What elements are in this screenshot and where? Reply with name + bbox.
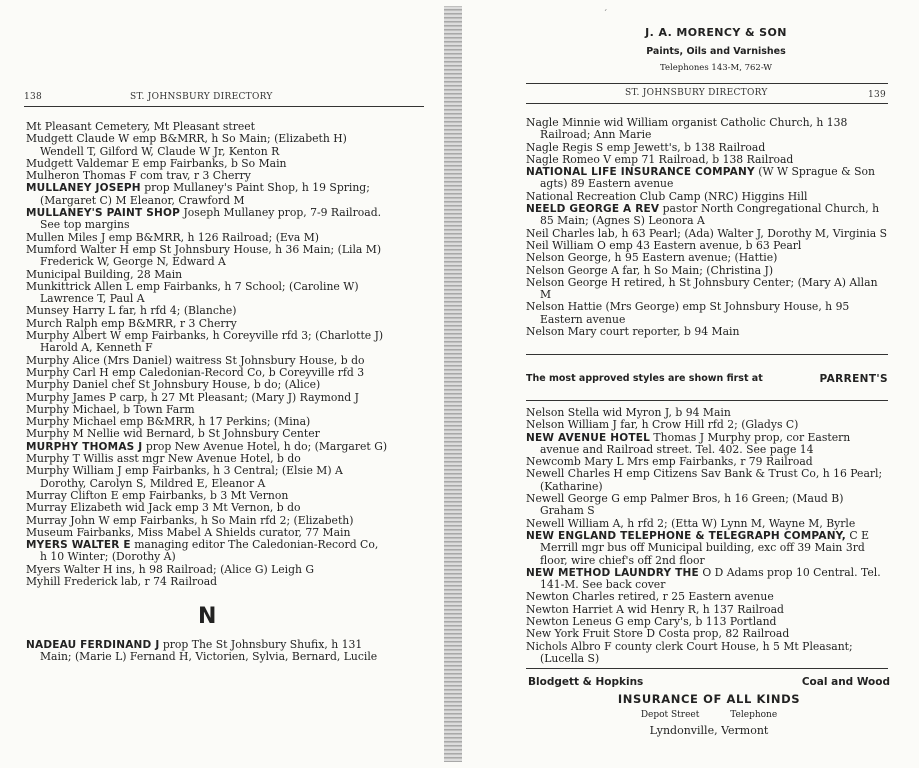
entry-list <box>526 117 888 338</box>
entry-bold-name: MULLANEY'S PAINT SHOP <box>26 207 181 220</box>
entry-text: Museum Fairbanks, Miss Mabel A Shields curator, 77 Main <box>26 525 351 539</box>
directory-entry <box>526 468 888 493</box>
entry-text: New York Fruit Store D Costa prop, 82 Railroad <box>526 627 790 641</box>
directory-entry <box>526 203 888 228</box>
entry-bold-name: NEW ENGLAND TELEPHONE & TELEGRAPH COMPANY, <box>526 529 846 542</box>
entry-list <box>26 639 388 664</box>
entry-text: Mt Pleasant Cemetery, Mt Pleasant street <box>26 120 256 133</box>
entry-text: Nelson George H retired, h St Johnsbury Center; (Mary A) Allan M <box>526 275 878 302</box>
entry-text: Nelson Stella wid Myron J, b 94 Main <box>526 406 731 419</box>
running-head: ST. JOHNSBURY DIRECTORY <box>625 88 768 98</box>
entry-text: (W W Sprague & Son agts) 89 Eastern avenue <box>540 165 875 191</box>
entry-text: Nagle Regis S emp Jewett's, b 138 Railroad <box>526 140 766 154</box>
banner-bottom-rule <box>526 400 888 401</box>
directory-entry <box>526 166 888 191</box>
page-number: 138 <box>24 92 43 102</box>
entry-text: Murphy Michael emp B&MRR, h 17 Perkins; (Mina) <box>26 415 311 429</box>
entry-text: Neil William O emp 43 Eastern avenue, b 63 Pearl <box>526 238 802 252</box>
ad-telephones: Telephones 143-M, 762-W <box>660 63 772 73</box>
entry-bold-name: NEW METHOD LAUNDRY THE <box>526 566 699 579</box>
entry-text: Newell Charles H emp Citizens Sav Bank & Trust Co, h 16 Pearl; (Katharine) <box>526 467 883 493</box>
entry-text: Murray John W emp Fairbanks, h So Main rfd 2; (Elizabeth) <box>26 513 354 527</box>
directory-entry <box>526 567 888 592</box>
entry-text: Murphy Alice (Mrs Daniel) waitress St Johnsbury House, b do <box>26 353 365 367</box>
entry-text: prop New Avenue Hotel, h do; (Margaret G) <box>142 439 388 453</box>
entry-text: Nichols Albro F county clerk Court House, h 5 Mt Pleasant; (Lucella S) <box>526 639 853 665</box>
scan-mark: ´ <box>603 10 608 20</box>
entry-text: Myhill Frederick lab, r 74 Railroad <box>26 574 218 588</box>
left-page <box>0 0 445 768</box>
entry-text: managing editor The Caledonian-Record Co, h 10 Winter; (Dorothy A) <box>40 538 379 564</box>
entry-text: Joseph Mullaney prop, 7-9 Railroad. See top margins <box>40 206 382 232</box>
entry-text: Murphy Daniel chef St Johnsbury House, b do; (Alice) <box>26 378 321 392</box>
entry-text: prop Mullaney's Paint Shop, h 19 Spring; (Margaret C) M Eleanor, Crawford M <box>40 181 370 207</box>
entry-text: Municipal Building, 28 Main <box>26 267 183 281</box>
entry-list <box>526 407 888 665</box>
directory-entry <box>526 641 888 666</box>
entry-text: Murphy William J emp Fairbanks, h 3 Central; (Elsie M) A Dorothy, Carolyn S, Mildred E, Eleanor A <box>26 464 343 490</box>
entries-n-after-banner <box>526 407 888 665</box>
top-advertisement <box>596 26 836 73</box>
banner-top-rule <box>526 354 888 355</box>
directory-entry <box>26 244 388 269</box>
ad-rule <box>526 83 888 84</box>
entry-text: Newell George G emp Palmer Bros, h 16 Green; (Maud B) Graham S <box>526 492 844 518</box>
directory-entry <box>26 465 388 490</box>
header-rule <box>24 106 424 107</box>
entries-m <box>26 121 388 588</box>
entry-bold-name: MYERS WALTER E <box>26 539 131 552</box>
ad-firm-name: Blodgett & Hopkins <box>528 676 644 688</box>
entry-bold-name: MURPHY THOMAS J <box>26 440 143 453</box>
page-number: 139 <box>868 90 887 100</box>
entry-text: Munkittrick Allen L emp Fairbanks, h 7 School; (Caroline W) Lawrence T, Paul A <box>26 279 359 306</box>
entry-text: Newell William A, h rfd 2; (Etta W) Lynn M, Wayne M, Byrle <box>526 516 856 530</box>
entry-text: Nelson Hattie (Mrs George) emp St Johnsbury House, h 95 Eastern avenue <box>526 300 850 326</box>
entry-text: Murphy Michael, b Town Farm <box>26 402 195 416</box>
banner-text: The most approved styles are shown first at <box>526 373 763 384</box>
directory-entry <box>26 133 388 158</box>
entry-text: Murray Elizabeth wid Jack emp 3 Mt Vernon, b do <box>26 501 301 515</box>
entry-text: Murphy T Willis asst mgr New Avenue Hotel, b do <box>26 452 301 466</box>
directory-entry <box>26 576 388 588</box>
ad-company-name: J. A. MORENCY & SON <box>645 26 787 39</box>
directory-entry <box>526 117 888 142</box>
ad-city: Lyndonville, Vermont <box>649 724 769 737</box>
entry-list <box>26 121 388 588</box>
directory-entry <box>26 639 388 664</box>
directory-entry <box>526 493 888 518</box>
entry-text: Mullen Miles J emp B&MRR, h 126 Railroad; (Eva M) <box>26 230 320 244</box>
entry-bold-name: NADEAU FERDINAND J <box>26 639 160 651</box>
entry-bold-name: NEW AVENUE HOTEL <box>526 431 650 444</box>
running-head: ST. JOHNSBURY DIRECTORY <box>130 92 273 102</box>
directory-entry <box>526 326 888 338</box>
parrents-banner <box>526 373 888 384</box>
entry-text: Mudgett Valdemar E emp Fairbanks, b So Main <box>26 156 287 170</box>
entry-bold-name: NATIONAL LIFE INSURANCE COMPANY <box>526 166 755 179</box>
bottom-advertisement <box>528 676 890 737</box>
entry-text: Murphy Carl H emp Caledonian-Record Co, b Coreyville rfd 3 <box>26 365 365 379</box>
entry-text: Murphy M Nellie wid Bernard, b St Johnsbury Center <box>26 427 320 441</box>
entry-text: Newcomb Mary L Mrs emp Fairbanks, r 79 Railroad <box>526 455 813 469</box>
banner-brand: PARRENT'S <box>819 373 888 385</box>
entry-text: Mudgett Claude W emp B&MRR, h So Main; (Elizabeth H) Wendell T, Gilford W, Claude W Jr, Kenton R <box>26 132 347 158</box>
entry-text: National Recreation Club Camp (NRC) Higgins Hill <box>526 189 808 203</box>
entry-text: Munsey Harry L far, h rfd 4; (Blanche) <box>26 304 237 318</box>
entries-n-continued <box>526 117 888 338</box>
section-letter: N <box>198 604 217 629</box>
entry-text: Murphy Albert W emp Fairbanks, h Coreyville rfd 3; (Charlotte J) Harold A, Kenneth F <box>26 329 384 355</box>
ad-tagline: Paints, Oils and Varnishes <box>646 46 786 57</box>
entry-text: pastor North Congregational Church, h 85 Main; (Agnes S) Leonora A <box>540 202 880 228</box>
entry-text: Myers Walter H ins, h 98 Railroad; (Alice G) Leigh G <box>26 562 315 576</box>
directory-entry <box>26 207 388 232</box>
directory-entry <box>26 330 388 355</box>
entry-text: Newton Leneus G emp Cary's, b 113 Portland <box>526 615 777 629</box>
ad-telephone: Telephone <box>730 710 778 720</box>
header-rule <box>526 103 888 104</box>
entry-text: Nelson George, h 95 Eastern avenue; (Hattie) <box>526 251 778 265</box>
entry-text: Newton Charles retired, r 25 Eastern avenue <box>526 590 774 604</box>
directory-entry <box>26 281 388 306</box>
ad-header-row <box>528 676 890 690</box>
entry-bold-name: MULLANEY JOSEPH <box>26 182 141 195</box>
directory-entry <box>526 301 888 326</box>
entries-n <box>26 639 388 664</box>
book-gutter <box>444 6 462 762</box>
bottom-ad-rule <box>526 668 888 669</box>
entry-text: Murch Ralph emp B&MRR, r 3 Cherry <box>26 316 237 330</box>
directory-entry <box>26 182 388 207</box>
entry-text: Nelson William J far, h Crow Hill rfd 2; (Gladys C) <box>526 418 799 432</box>
entry-text: Mumford Walter H emp St Johnsbury House, h 36 Main; (Lila M) Frederick W, George N, Edward A <box>26 242 382 269</box>
entry-text: Mulheron Thomas F com trav, r 3 Cherry <box>26 169 251 183</box>
directory-entry <box>26 539 388 564</box>
ad-contact-row <box>528 710 890 720</box>
entry-text: Murphy James P carp, h 27 Mt Pleasant; (Mary J) Raymond J <box>26 390 359 404</box>
entry-text: Nagle Romeo V emp 71 Railroad, b 138 Railroad <box>526 152 794 166</box>
directory-entry <box>526 530 888 567</box>
entry-text: Newton Harriet A wid Henry R, h 137 Railroad <box>526 602 784 616</box>
ad-street: Depot Street <box>640 710 700 720</box>
entry-text: Nelson Mary court reporter, b 94 Main <box>526 325 740 339</box>
ad-products: Coal and Wood <box>801 676 890 688</box>
entry-bold-name: NEELD GEORGE A REV <box>526 203 660 216</box>
entry-text: Nagle Minnie wid William organist Catholic Church, h 138 Railroad; Ann Marie <box>526 116 848 142</box>
directory-entry <box>526 432 888 457</box>
directory-entry <box>526 277 888 302</box>
entry-text: C E Merrill mgr bus off Municipal building, exc off 39 Main 3rd floor, wire chief's off 2nd floor <box>540 528 869 567</box>
entry-text: Thomas J Murphy prop, cor Eastern avenue and Railroad street. Tel. 402. See page 14 <box>540 430 851 456</box>
entry-text: Nelson George A far, h So Main; (Christina J) <box>526 263 774 277</box>
entry-text: O D Adams prop 10 Central. Tel. 141-M. See back cover <box>540 565 881 592</box>
entry-text: Neil Charles lab, h 63 Pearl; (Ada) Walter J, Dorothy M, Virginia S <box>526 226 888 240</box>
directory-entry <box>526 518 888 530</box>
entry-text: Murray Clifton E emp Fairbanks, b 3 Mt Vernon <box>26 488 289 502</box>
ad-headline: INSURANCE OF ALL KINDS <box>617 692 801 706</box>
entry-text: prop The St Johnsbury Shufix, h 131 Main; (Marie L) Fernand H, Victorien, Sylvia, Bernard, Lucile <box>40 638 378 664</box>
